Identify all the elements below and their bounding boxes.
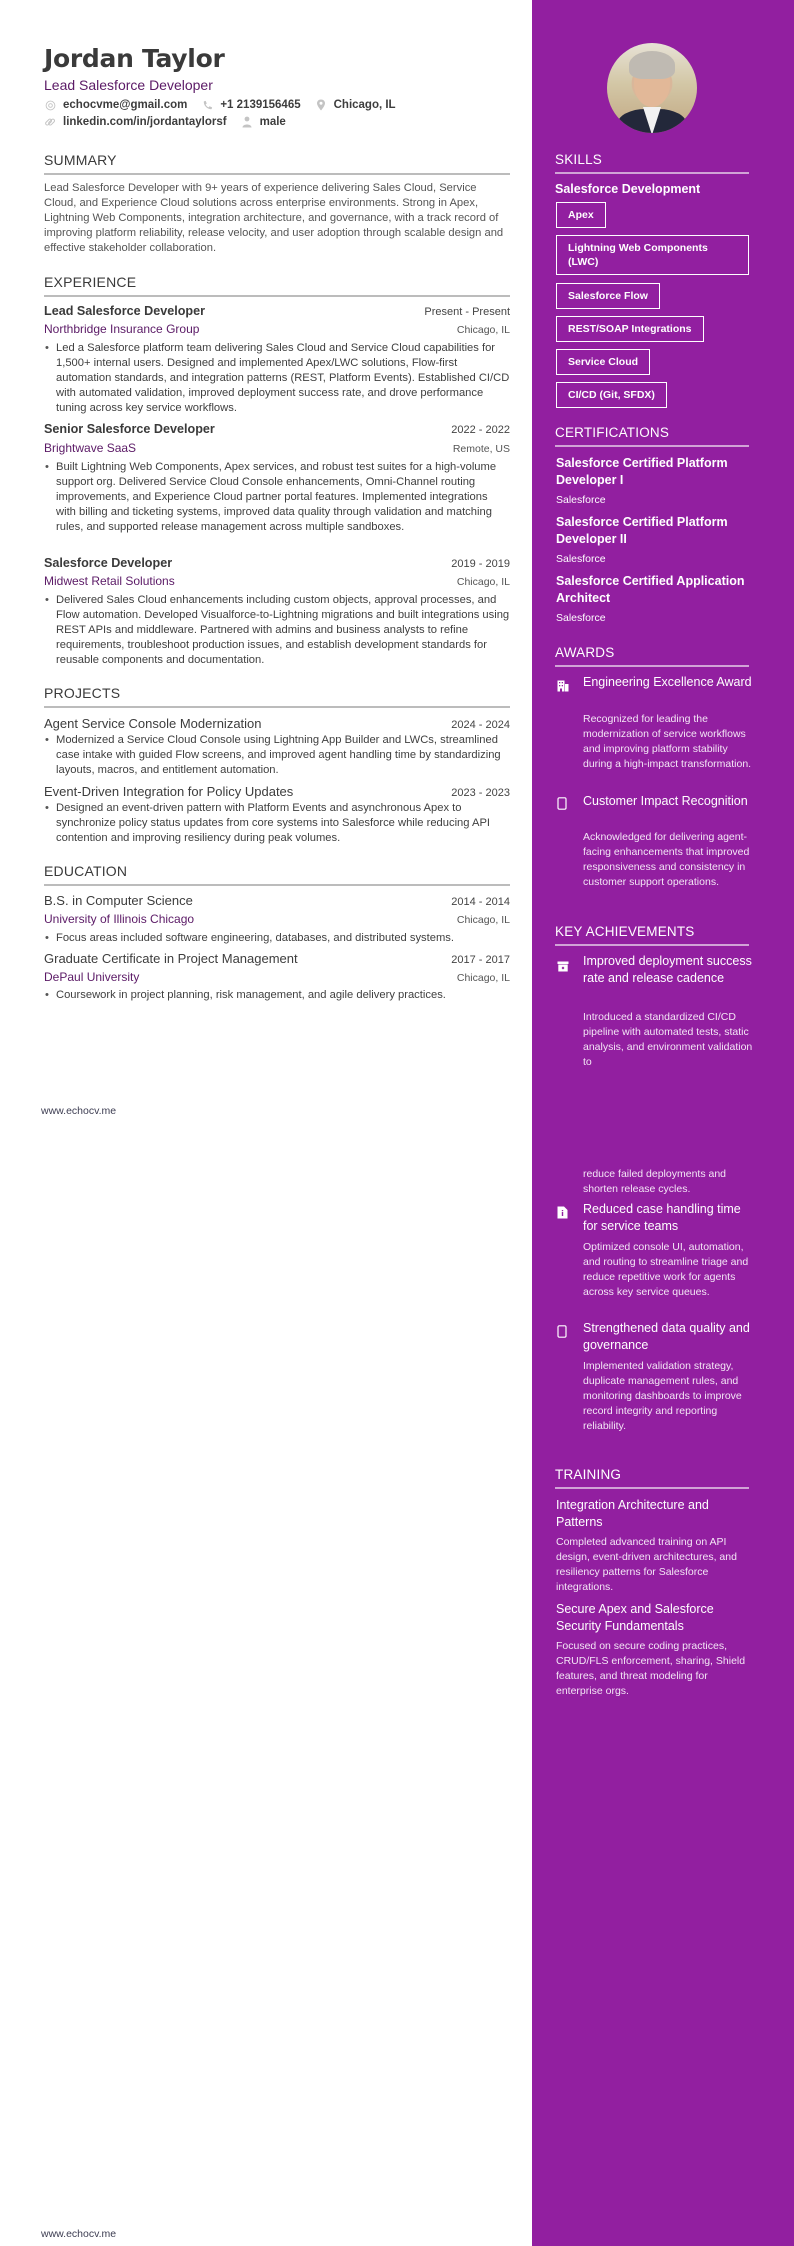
achievement-description: Introduced a standardized CI/CD pipeline with automated tests, static analysis, and environment validation to: [583, 1011, 753, 1068]
training-title: Integration Architecture and Patterns: [556, 1498, 709, 1529]
certification-issuer: Salesforce: [556, 494, 606, 506]
candidate-title: Lead Salesforce Developer: [44, 77, 213, 93]
job-role: Salesforce Developer: [44, 556, 173, 570]
project-bullet: • Designed an event-driven pattern with Platform Events and asynchronous Apex to synchronize policy status updates from core systems into Salesforce while reducing API contention and improving resiliency during peak volumes.: [44, 801, 510, 846]
phone-icon: [201, 99, 213, 111]
awards-heading: AWARDS: [555, 645, 749, 667]
at-icon: [44, 99, 56, 111]
education-heading: EDUCATION: [44, 863, 510, 886]
education-dates: 2014 - 2014: [451, 896, 510, 908]
contact-linkedin[interactable]: linkedin.com/in/jordantaylorsf: [44, 116, 227, 128]
skill-tag: CI/CD (Git, SFDX): [556, 382, 667, 408]
training-title: Secure Apex and Salesforce Security Fundamentals: [556, 1602, 714, 1633]
contact-gender: male: [241, 116, 286, 128]
footer-site-link[interactable]: www.echocv.me: [41, 1105, 117, 1117]
person-icon: [241, 116, 253, 128]
achievement-title: Improved deployment success rate and release cadence: [583, 954, 752, 985]
skills-group-title: Salesforce Development: [555, 182, 701, 196]
achievements-heading: KEY ACHIEVEMENTS: [555, 924, 749, 946]
training-description: Completed advanced training on API design, event-driven architectures, and resiliency patterns for Salesforce integrations.: [556, 1536, 737, 1593]
award-title: Customer Impact Recognition: [583, 794, 748, 808]
education-degree: Graduate Certificate in Project Management: [44, 951, 298, 966]
project-dates: 2024 - 2024: [451, 719, 510, 731]
archive-box-icon: [557, 959, 569, 973]
skill-tag: Service Cloud: [556, 349, 650, 375]
job-dates: 2019 - 2019: [451, 558, 510, 570]
job-company: Midwest Retail Solutions: [44, 574, 175, 588]
job-dates: Present - Present: [424, 306, 510, 318]
achievement-title: Strengthened data quality and governance: [583, 1321, 750, 1352]
contact-location: Chicago, IL: [315, 99, 396, 111]
mobile-icon: [557, 1325, 569, 1339]
job-location: Chicago, IL: [456, 324, 510, 336]
projects-heading: PROJECTS: [44, 685, 510, 708]
education-dates: 2017 - 2017: [451, 954, 510, 966]
mobile-icon: [557, 797, 569, 811]
project-bullet: • Modernized a Service Cloud Console using Lightning App Builder and LWCs, streamlined case intake with guided Flow screens, and improved agent handling time by standardizing layouts, macros, and entitlement automation.: [44, 733, 510, 778]
education-degree: B.S. in Computer Science: [44, 893, 193, 908]
certification-name: Salesforce Certified Platform Developer II: [556, 515, 728, 546]
skill-tag: REST/SOAP Integrations: [556, 316, 704, 342]
candidate-name: Jordan Taylor: [44, 44, 225, 73]
achievement-title: Reduced case handling time for service teams: [583, 1202, 741, 1233]
job-location: Chicago, IL: [456, 576, 510, 588]
achievement-description: Optimized console UI, automation, and routing to streamline triage and reduce repetitive work for agents across key service queues.: [583, 1241, 749, 1298]
skills-heading: SKILLS: [555, 152, 749, 174]
achievement-description-continued: reduce failed deployments and shorten release cycles.: [583, 1168, 727, 1195]
job-company: Northbridge Insurance Group: [44, 322, 200, 336]
education-school: University of Illinois Chicago: [44, 912, 195, 926]
achievement-description: Implemented validation strategy, duplicate management rules, and monitoring dashboards to improve record integrity and reporting reliability.: [583, 1360, 742, 1432]
award-description: Acknowledged for delivering agent-facing enhancements that improved responsiveness and consistency in customer support operations.: [583, 831, 750, 888]
contact-phone[interactable]: +1 2139156465: [201, 99, 300, 111]
building-icon: [557, 679, 569, 693]
job-bullet: • Led a Salesforce platform team delivering Sales Cloud and Service Cloud capabilities for 1,500+ internal users. Designed and implemented Apex/LWC solutions, Flow-first automation standards, and integration patterns (REST, Platform Events). Established CI/CD with automated validation, improved deployment success rate, and drove performance tuning across key service workflows.: [44, 341, 510, 416]
job-dates: 2022 - 2022: [451, 424, 510, 436]
project-dates: 2023 - 2023: [451, 787, 510, 799]
link-icon: [44, 116, 56, 128]
experience-heading: EXPERIENCE: [44, 274, 510, 297]
job-bullet: • Delivered Sales Cloud enhancements including custom objects, approval processes, and Flow automation. Developed Visualforce-to-Lightning migrations and built integrations using REST APIs and middleware. Partnered with admins and business analysts to refine requirements, troubleshoot production issues, and establish development standards for reusable components and documentation.: [44, 593, 510, 668]
contact-row-2: [44, 116, 300, 128]
location-pin-icon: [315, 99, 327, 111]
file-info-icon: [557, 1206, 569, 1220]
project-name: Agent Service Console Modernization: [44, 716, 262, 731]
job-role: Lead Salesforce Developer: [44, 304, 205, 318]
summary-text: Lead Salesforce Developer with 9+ years of experience delivering Sales Cloud, Service Cloud, and Experience Cloud solutions across enterprise environments. Strong in Apex, Lightning Web Components, integration architecture, and governance, with a track record of improving platform reliability, release velocity, and user adoption through scalable design and effective stakeholder collaboration.: [44, 182, 504, 254]
contact-email[interactable]: echocvme@gmail.com: [44, 99, 187, 111]
training-description: Focused on secure coding practices, CRUD/FLS enforcement, sharing, Shield features, and threat modeling for enterprise orgs.: [556, 1640, 746, 1697]
certification-name: Salesforce Certified Application Architect: [556, 574, 745, 605]
project-name: Event-Driven Integration for Policy Updates: [44, 784, 294, 799]
job-role: Senior Salesforce Developer: [44, 422, 215, 436]
award-title: Engineering Excellence Award: [583, 675, 752, 689]
skill-tag: Salesforce Flow: [556, 283, 660, 309]
certification-issuer: Salesforce: [556, 553, 606, 565]
job-company: Brightwave SaaS: [44, 441, 137, 455]
education-bullet: • Focus areas included software engineering, databases, and distributed systems.: [44, 931, 510, 946]
summary-heading: SUMMARY: [44, 152, 510, 175]
contact-row-1: [44, 99, 410, 111]
profile-photo: [607, 43, 697, 133]
certification-name: Salesforce Certified Platform Developer I: [556, 456, 728, 487]
education-location: Chicago, IL: [456, 914, 510, 926]
skill-tag: Lightning Web Components (LWC): [556, 235, 749, 275]
job-bullet: • Built Lightning Web Components, Apex services, and robust test suites for a high-volume support org. Delivered Service Cloud Console enhancements, Omni-Channel routing improvements, and Experience Cloud partner portal features. Implemented integrations with billing and ticketing systems, improved data quality through validation and matching rules, and supported release management across multiple sandboxes.: [44, 460, 510, 535]
footer-site-link[interactable]: www.echocv.me: [41, 2228, 117, 2240]
training-heading: TRAINING: [555, 1467, 749, 1489]
award-description: Recognized for leading the modernization of service workflows and improving platform stability during a high-impact transformation.: [583, 713, 752, 770]
certifications-heading: CERTIFICATIONS: [555, 425, 749, 447]
skill-tag: Apex: [556, 202, 606, 228]
education-bullet: • Coursework in project planning, risk management, and agile delivery practices.: [44, 988, 510, 1003]
education-location: Chicago, IL: [456, 972, 510, 984]
certification-issuer: Salesforce: [556, 612, 606, 624]
education-school: DePaul University: [44, 970, 140, 984]
job-location: Remote, US: [452, 443, 510, 455]
